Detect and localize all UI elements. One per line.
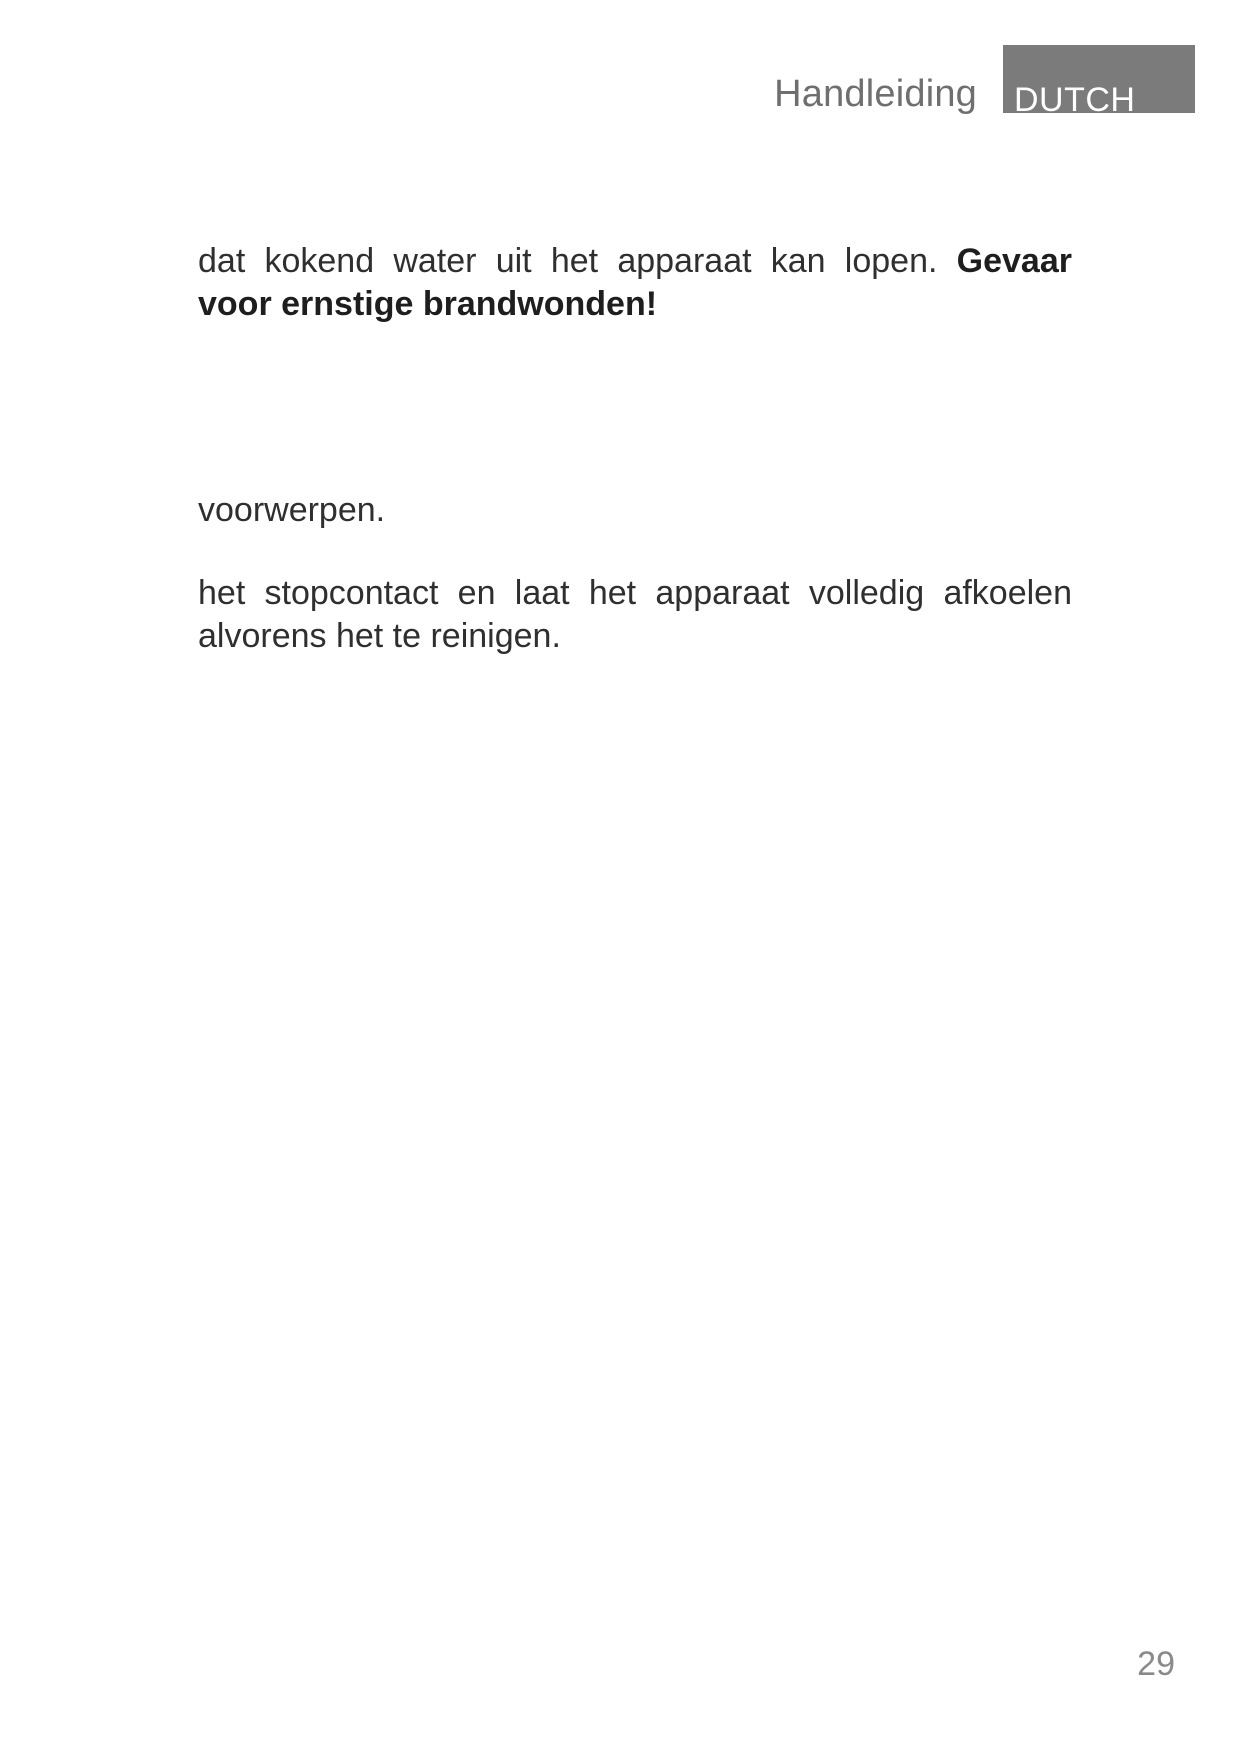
paragraph-warning — [198, 240, 1072, 326]
paragraph-cleaning — [198, 572, 1072, 658]
paragraph-objects — [198, 489, 1072, 532]
manual-title: Handleiding — [774, 73, 977, 115]
language-tab — [1003, 45, 1195, 119]
danger-warning-bold: Gevaar voor ernstige brandwonden! — [198, 242, 1072, 323]
page-header — [774, 45, 1195, 119]
language-tab-label: DUTCH — [1014, 81, 1136, 119]
page-number: 29 — [1137, 1645, 1175, 1683]
paragraph-objects-text: voorwerpen. — [198, 491, 386, 529]
paragraph-warning-text: dat kokend water uit het apparaat kan lopen. — [198, 242, 957, 280]
paragraph-cleaning-text: het stopcontact en laat het apparaat volledig afkoelen alvorens het te reinigen. — [198, 574, 1072, 655]
